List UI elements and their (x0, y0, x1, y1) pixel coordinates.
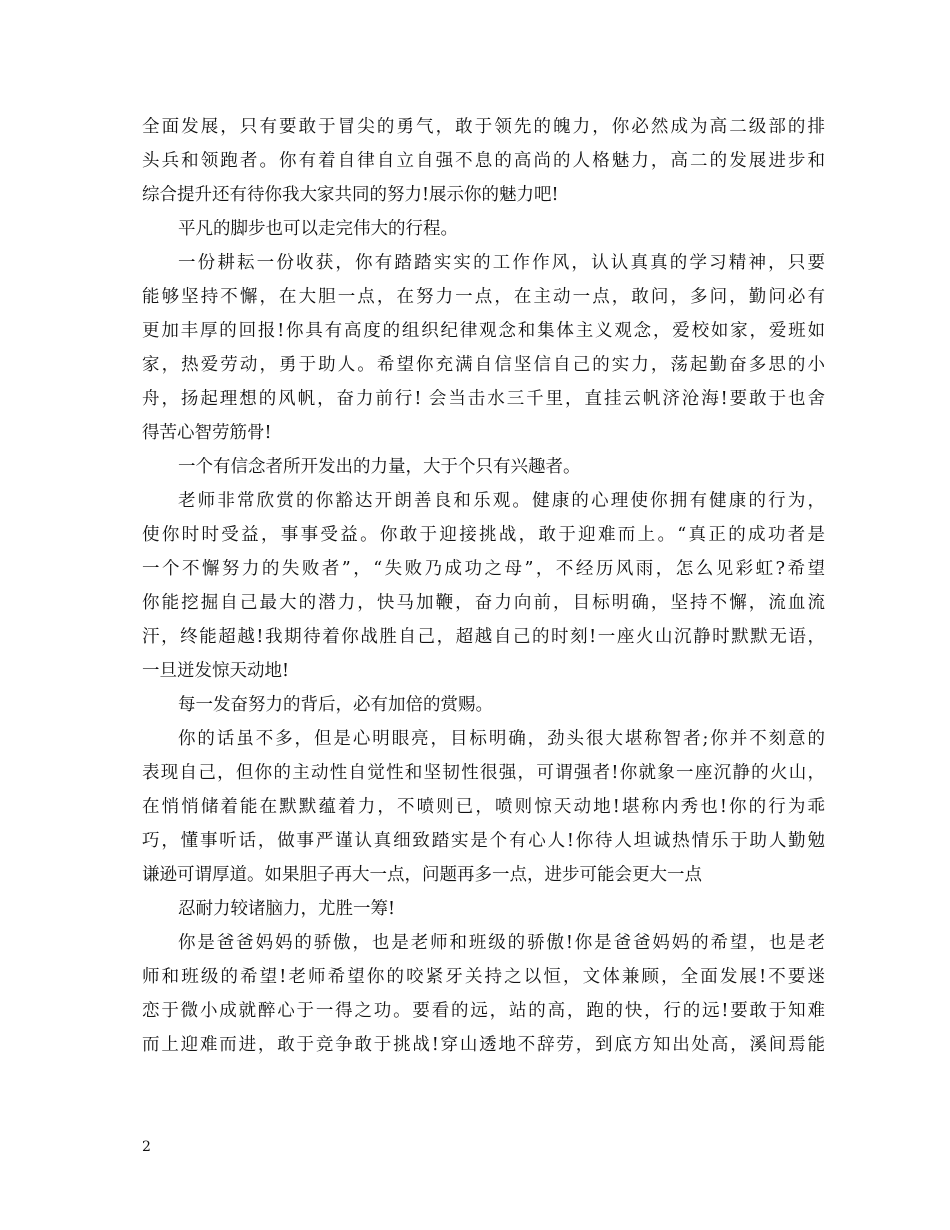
text-line: 谦逊可谓厚道。如果胆子再大一点，问题再多一点，进步可能会更大一点 (142, 865, 702, 885)
text-line: 一个不懈努力的失败者”，“失败乃成功之母”，不经历风雨，怎么见彩虹?希望 (142, 559, 825, 579)
text-line: 你的话虽不多，但是心明眼亮，目标明确，劲头很大堪称智者;你并不刻意的 (178, 729, 825, 749)
text-line: 舟，扬起理想的风帆，奋力前行! 会当击水三千里，直挂云帆济沧海!要敢于也舍 (142, 389, 825, 409)
text-line: 能够坚持不懈，在大胆一点，在努力一点，在主动一点，敢问，多问，勤问必有 (142, 287, 825, 307)
text-line: 师和班级的希望!老师希望你的咬紧牙关持之以恒，文体兼顾，全面发展!不要迷 (142, 967, 825, 987)
page-number: 2 (142, 1139, 151, 1155)
text-line: 一份耕耘一份收获，你有踏踏实实的工作作风，认认真真的学习精神，只要 (178, 253, 825, 273)
text-line: 你是爸爸妈妈的骄傲，也是老师和班级的骄傲!你是爸爸妈妈的希望，也是老 (178, 933, 825, 953)
text-line: 而上迎难而进，敢于竞争敢于挑战!穿山透地不辞劳，到底方知出处高，溪间焉能 (142, 1035, 825, 1055)
text-line: 在悄悄储着能在默默蕴着力，不喷则已，喷则惊天动地!堪称内秀也!你的行为乖 (142, 797, 825, 817)
text-line: 平凡的脚步也可以走完伟大的行程。 (178, 219, 458, 239)
text-line: 老师非常欣赏的你豁达开朗善良和乐观。健康的心理使你拥有健康的行为， (178, 491, 825, 511)
text-line: 一个有信念者所开发出的力量，大于个只有兴趣者。 (178, 457, 581, 477)
text-line: 恋于微小成就醉心于一得之功。要看的远，站的高，跑的快，行的远!要敢于知难 (142, 1001, 825, 1021)
text-line: 忍耐力较诸脑力，尤胜一筹! (178, 899, 396, 919)
text-line: 表现自己，但你的主动性自觉性和坚韧性很强，可谓强者!你就象一座沉静的火山， (142, 763, 825, 783)
text-line: 一旦迸发惊天动地! (142, 661, 290, 681)
text-line: 使你时时受益，事事受益。你敢于迎接挑战，敢于迎难而上。“真正的成功者是 (142, 525, 825, 545)
text-line: 综合提升还有待你我大家共同的努力!展示你的魅力吧! (142, 185, 559, 205)
text-line: 家，热爱劳动，勇于助人。希望你充满自信坚信自己的实力，荡起勤奋多思的小 (142, 355, 825, 375)
text-line: 更加丰厚的回报!你具有高度的组织纪律观念和集体主义观念，爱校如家，爱班如 (142, 321, 825, 341)
text-line: 汗，终能超越!我期待着你战胜自己，超越自己的时刻!一座火山沉静时默默无语， (142, 627, 825, 647)
text-line: 全面发展，只有要敢于冒尖的勇气，敢于领先的魄力，你必然成为高二级部的排 (142, 117, 825, 137)
text-line: 头兵和领跑者。你有着自律自立自强不息的高尚的人格魅力，高二的发展进步和 (142, 151, 825, 171)
text-line: 得苦心智劳筋骨! (142, 423, 272, 443)
text-line: 巧，懂事听话，做事严谨认真细致踏实是个有心人!你待人坦诚热情乐于助人勤勉 (142, 831, 825, 851)
text-line: 你能挖掘自己最大的潜力，快马加鞭，奋力向前，目标明确，坚持不懈，流血流 (142, 593, 825, 613)
text-line: 每一发奋努力的背后，必有加倍的赏赐。 (178, 695, 493, 715)
